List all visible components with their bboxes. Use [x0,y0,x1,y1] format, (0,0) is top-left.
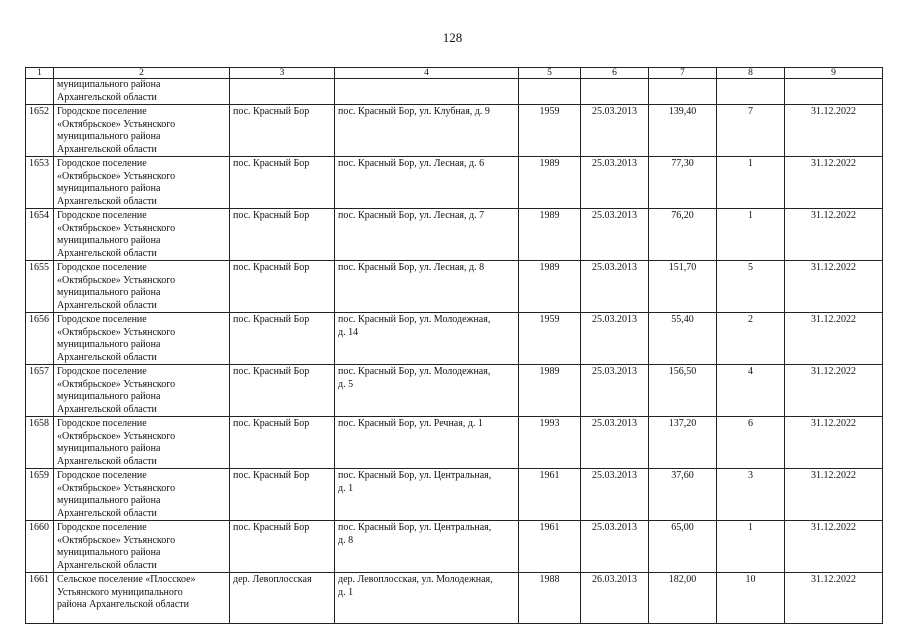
table-row [26,157,883,209]
count-cell: 4 [717,365,785,417]
area-cell: 55,40 [649,313,717,365]
address-cell: пос. Красный Бор, ул. Молодежная, д. 5 [335,365,519,417]
header-cell: 5 [519,68,581,79]
count-cell: 2 [717,313,785,365]
year-cell: 1993 [519,417,581,469]
date-cell: 25.03.2013 [581,209,649,261]
header-cell: 2 [54,68,230,79]
row-number-cell: 1660 [26,521,54,573]
row-number-cell: 1657 [26,365,54,417]
header-cell: 3 [230,68,335,79]
table-row [26,261,883,313]
year-cell: 1989 [519,157,581,209]
table-cell [335,79,519,105]
end-date-cell: 31.12.2022 [785,209,883,261]
year-cell: 1988 [519,573,581,624]
count-cell: 6 [717,417,785,469]
header-cell: 1 [26,68,54,79]
address-cell: пос. Красный Бор, ул. Центральная, д. 1 [335,469,519,521]
area-cell: 156,50 [649,365,717,417]
count-cell: 1 [717,521,785,573]
count-cell: 10 [717,573,785,624]
settlement-cell: пос. Красный Бор [230,157,335,209]
owner-cell: Городское поселение «Октябрьское» Устьянского муниципального района Архангельской области [54,417,230,469]
end-date-cell: 31.12.2022 [785,573,883,624]
count-cell: 1 [717,157,785,209]
area-cell: 65,00 [649,521,717,573]
end-date-cell: 31.12.2022 [785,157,883,209]
settlement-cell: пос. Красный Бор [230,261,335,313]
year-cell: 1989 [519,365,581,417]
table-cell [717,79,785,105]
header-cell: 7 [649,68,717,79]
address-cell: пос. Красный Бор, ул. Центральная, д. 8 [335,521,519,573]
address-cell: пос. Красный Бор, ул. Лесная, д. 6 [335,157,519,209]
settlement-cell: пос. Красный Бор [230,209,335,261]
address-cell: пос. Красный Бор, ул. Лесная, д. 7 [335,209,519,261]
header-cell: 8 [717,68,785,79]
count-cell: 1 [717,209,785,261]
year-cell: 1961 [519,469,581,521]
address-cell: пос. Красный Бор, ул. Лесная, д. 8 [335,261,519,313]
row-number-cell: 1658 [26,417,54,469]
area-cell: 37,60 [649,469,717,521]
owner-cell: Городское поселение «Октябрьское» Устьянского муниципального района Архангельской области [54,469,230,521]
owner-cell: Городское поселение «Октябрьское» Устьянского муниципального района Архангельской области [54,157,230,209]
owner-cell: Городское поселение «Октябрьское» Устьянского муниципального района Архангельской области [54,521,230,573]
table-cell [26,79,54,105]
date-cell: 25.03.2013 [581,521,649,573]
end-date-cell: 31.12.2022 [785,521,883,573]
row-number-cell: 1652 [26,105,54,157]
owner-cell: Городское поселение «Октябрьское» Устьянского муниципального района Архангельской области [54,105,230,157]
date-cell: 25.03.2013 [581,157,649,209]
table-row [26,313,883,365]
row-number-cell: 1656 [26,313,54,365]
count-cell: 3 [717,469,785,521]
address-cell: пос. Красный Бор, ул. Клубная, д. 9 [335,105,519,157]
table-row [26,573,883,624]
row-number-cell: 1659 [26,469,54,521]
end-date-cell: 31.12.2022 [785,365,883,417]
table-row [26,417,883,469]
table-row [26,365,883,417]
address-cell: дер. Левоплосская, ул. Молодежная, д. 1 [335,573,519,624]
table-cell [649,79,717,105]
area-cell: 77,30 [649,157,717,209]
date-cell: 25.03.2013 [581,417,649,469]
date-cell: 25.03.2013 [581,469,649,521]
end-date-cell: 31.12.2022 [785,105,883,157]
year-cell: 1989 [519,209,581,261]
table-cell [230,79,335,105]
table-cell [581,79,649,105]
year-cell: 1961 [519,521,581,573]
header-cell: 9 [785,68,883,79]
area-cell: 137,20 [649,417,717,469]
settlement-cell: пос. Красный Бор [230,521,335,573]
area-cell: 182,00 [649,573,717,624]
table-row [26,209,883,261]
date-cell: 26.03.2013 [581,573,649,624]
continuation-row [26,79,883,105]
end-date-cell: 31.12.2022 [785,469,883,521]
registry-table [25,67,883,624]
area-cell: 76,20 [649,209,717,261]
owner-cell: муниципального района Архангельской области [54,79,230,105]
header-row [26,68,883,79]
settlement-cell: пос. Красный Бор [230,365,335,417]
end-date-cell: 31.12.2022 [785,417,883,469]
date-cell: 25.03.2013 [581,365,649,417]
address-cell: пос. Красный Бор, ул. Речная, д. 1 [335,417,519,469]
settlement-cell: пос. Красный Бор [230,313,335,365]
owner-cell: Городское поселение «Октябрьское» Устьянского муниципального района Архангельской области [54,209,230,261]
count-cell: 7 [717,105,785,157]
date-cell: 25.03.2013 [581,105,649,157]
year-cell: 1959 [519,105,581,157]
owner-cell: Сельское поселение «Плосское» Устьянского муниципального района Архангельской области [54,573,230,624]
page-number: 128 [442,30,463,45]
year-cell: 1959 [519,313,581,365]
owner-cell: Городское поселение «Октябрьское» Устьянского муниципального района Архангельской области [54,261,230,313]
end-date-cell: 31.12.2022 [785,313,883,365]
table-cell [785,79,883,105]
table-row [26,521,883,573]
row-number-cell: 1661 [26,573,54,624]
settlement-cell: пос. Красный Бор [230,417,335,469]
header-cell: 4 [335,68,519,79]
area-cell: 139,40 [649,105,717,157]
settlement-cell: дер. Левоплосская [230,573,335,624]
settlement-cell: пос. Красный Бор [230,469,335,521]
table-cell [519,79,581,105]
settlement-cell: пос. Красный Бор [230,105,335,157]
date-cell: 25.03.2013 [581,261,649,313]
table-row [26,469,883,521]
end-date-cell: 31.12.2022 [785,261,883,313]
owner-cell: Городское поселение «Октябрьское» Устьянского муниципального района Архангельской области [54,365,230,417]
table-row [26,105,883,157]
address-cell: пос. Красный Бор, ул. Молодежная, д. 14 [335,313,519,365]
count-cell: 5 [717,261,785,313]
year-cell: 1989 [519,261,581,313]
row-number-cell: 1653 [26,157,54,209]
row-number-cell: 1654 [26,209,54,261]
date-cell: 25.03.2013 [581,313,649,365]
header-cell: 6 [581,68,649,79]
row-number-cell: 1655 [26,261,54,313]
owner-cell: Городское поселение «Октябрьское» Устьянского муниципального района Архангельской области [54,313,230,365]
area-cell: 151,70 [649,261,717,313]
